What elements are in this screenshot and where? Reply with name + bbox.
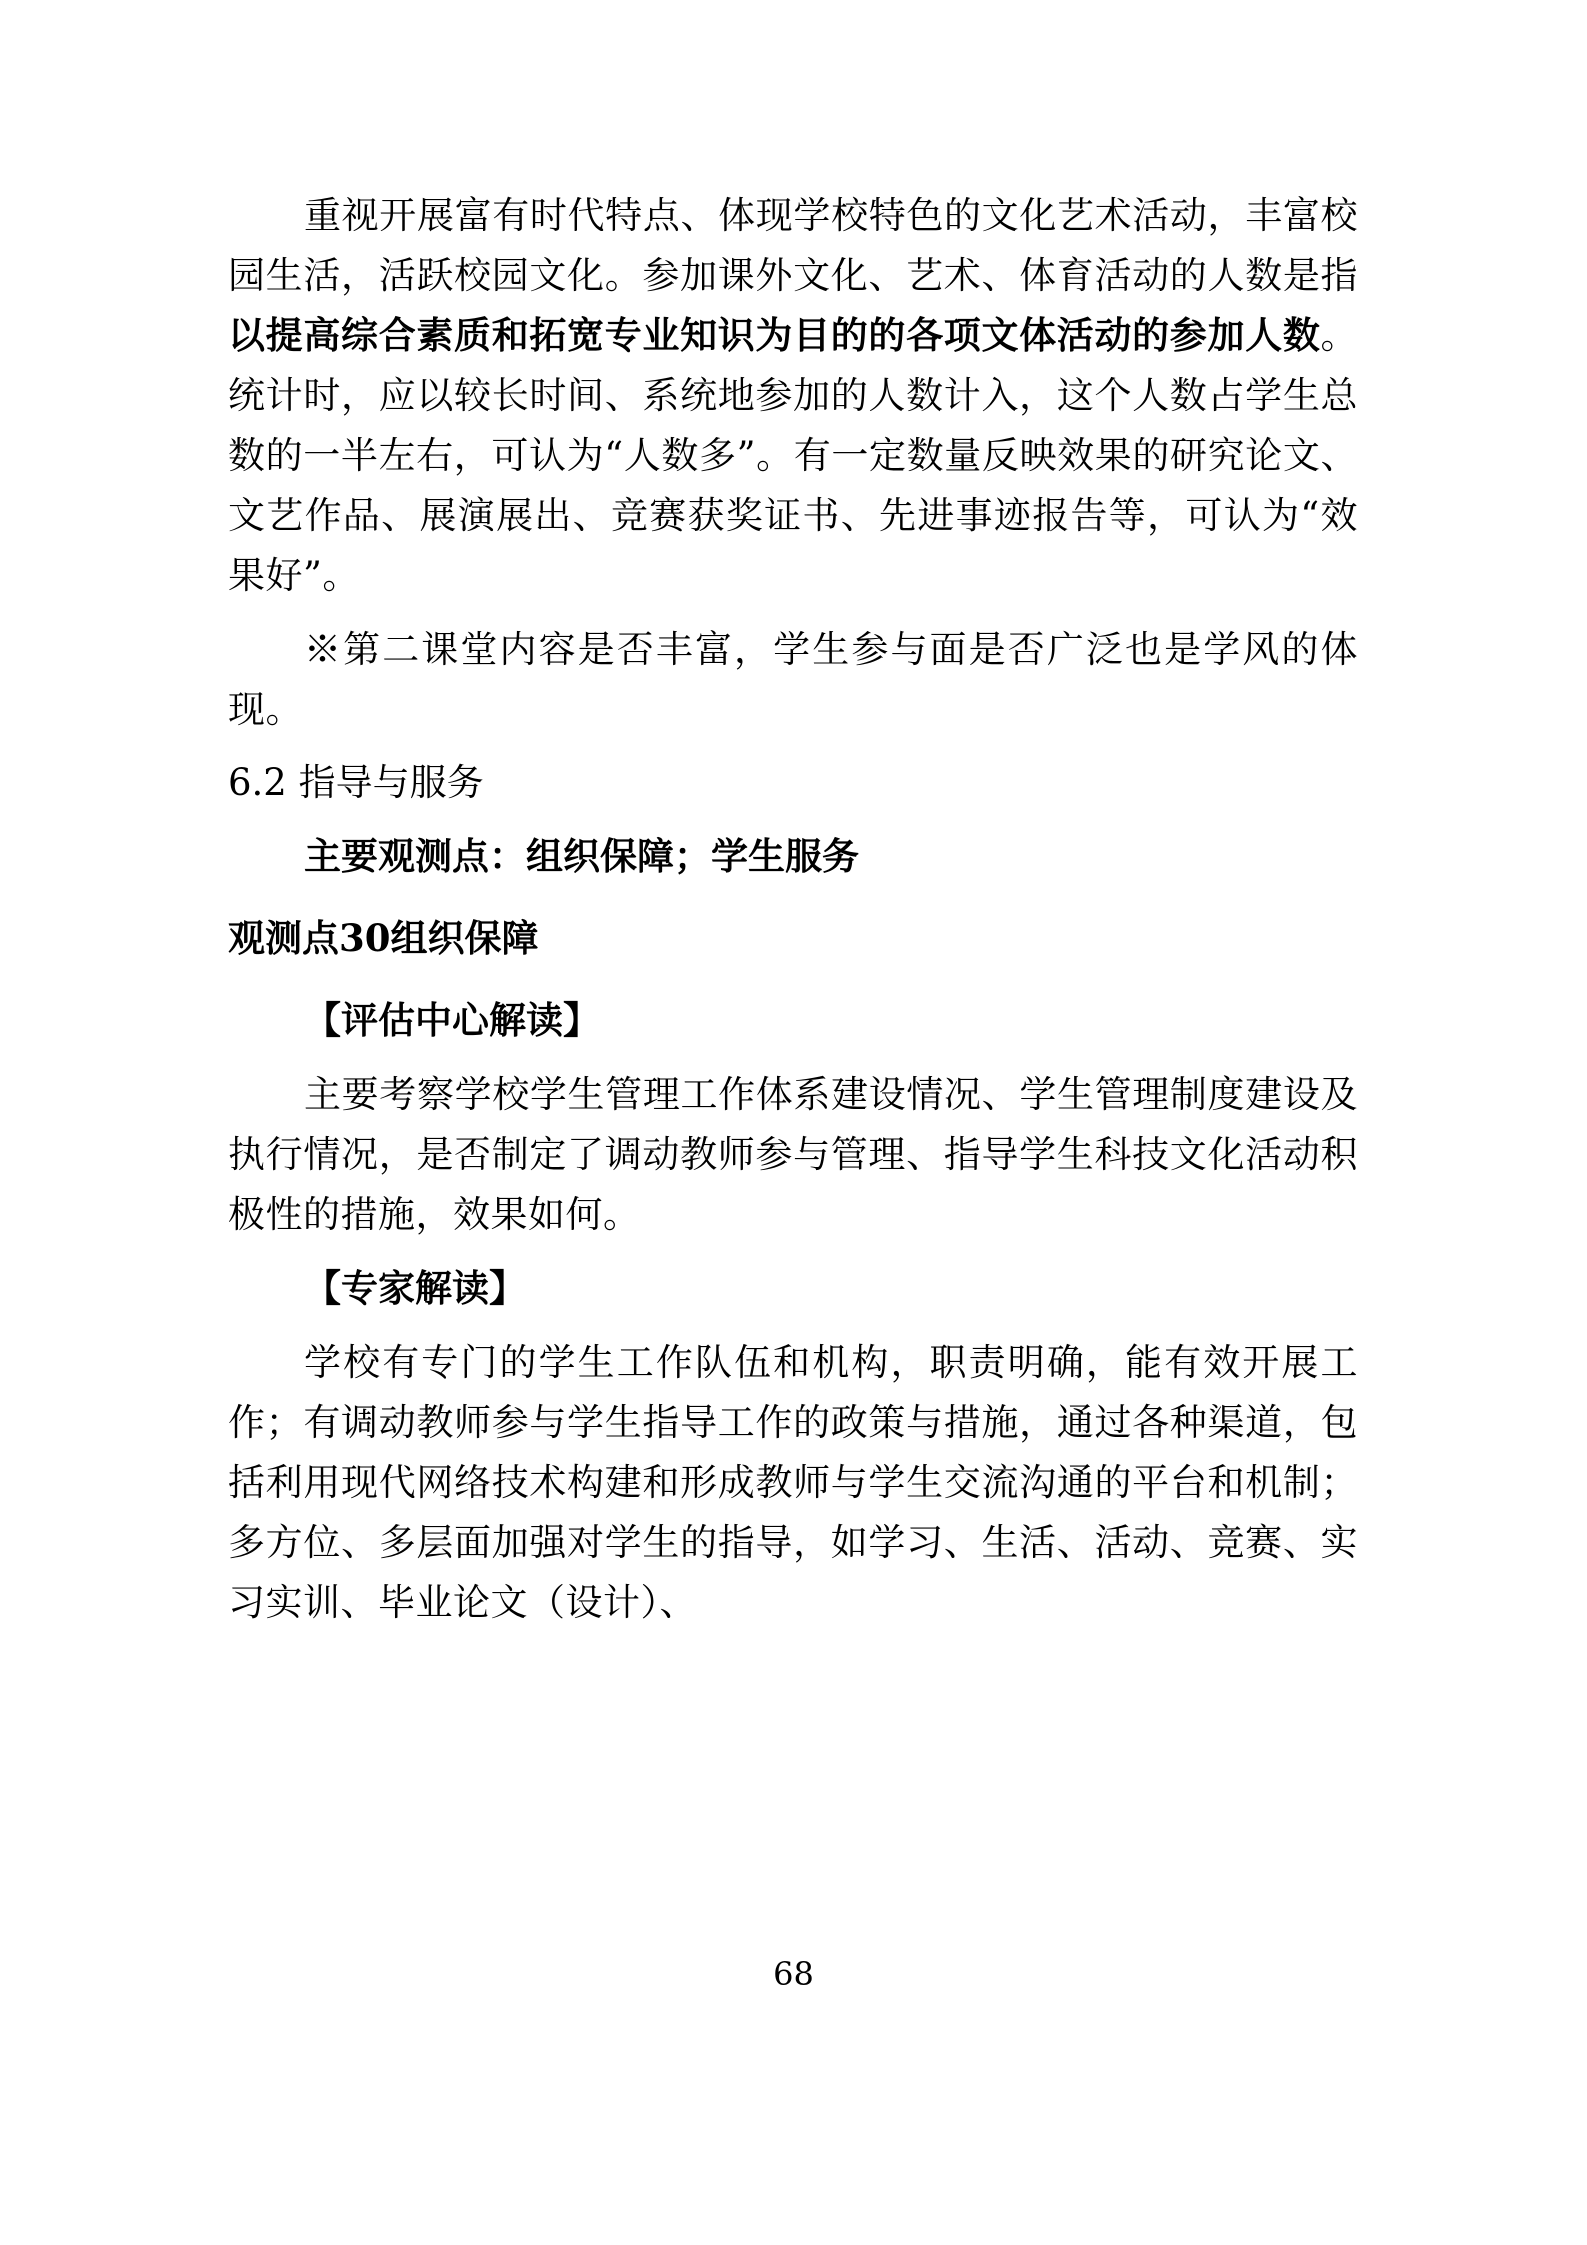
page-content [228,186,1358,1633]
spacer [228,1319,1358,1333]
page-number: 68 [773,1955,814,1993]
paragraph-evaluation-center-interpretation: 主要考察学校学生管理工作体系建设情况、学生管理制度建设及执行情况，是否制定了调动教师参与管理、指导学生科技文化活动积极性的措施，效果如何。 [228,1073,1358,1237]
spacer [228,739,1358,753]
paragraph-culture-activities [228,186,1358,606]
paragraph-text-bold: 以提高综合素质和拓宽专业知识为目的的各项文体活动的参加人数 [228,312,1321,357]
heading-main-observation-points: 主要观测点：组织保障；学生服务 [304,834,859,879]
heading-evaluation-center-interpretation: 【评估中心解读】 [304,998,600,1043]
paragraph-note-second-classroom: ※第二课堂内容是否丰富，学生参与面是否广泛也是学风的体现。 [228,627,1358,731]
spacer [228,1245,1358,1259]
paragraph-text-normal-tail: 。统计时，应以较长时间、系统地参加的人数计入，这个人数占学生总数的一半左右，可认为“人数多”。有一定数量反映效果的研究论文、文艺作品、展演展出、竞赛获奖证书、先进事迹报告等，可认为“效果好”。 [228,313,1358,597]
spacer [228,1051,1358,1065]
heading-expert-interpretation: 【专家解读】 [304,1266,526,1310]
heading-observation-point-30: 观测点30组织保障 [228,916,539,961]
paragraph-expert-interpretation: 学校有专门的学生工作队伍和机构，职责明确，能有效开展工作；有调动教师参与学生指导工作的政策与措施，通过各种渠道，包括利用现代网络技术构建和形成教师与学生交流沟通的平台和机制；多方位、多层面加强对学生的指导，如学习、生活、活动、竞赛、实习实训、毕业论文（设计）、 [228,1340,1358,1624]
spacer [228,606,1358,620]
spacer [228,813,1358,827]
paragraph-text-normal-lead: 重视开展富有时代特点、体现学校特色的文化艺术活动，丰富校园生活，活跃校园文化。参加课外文化、艺术、体育活动的人数是指 [228,194,1358,297]
spacer [228,887,1358,909]
spacer [228,969,1358,991]
heading-section-6-2: 6.2 指导与服务 [228,761,484,805]
